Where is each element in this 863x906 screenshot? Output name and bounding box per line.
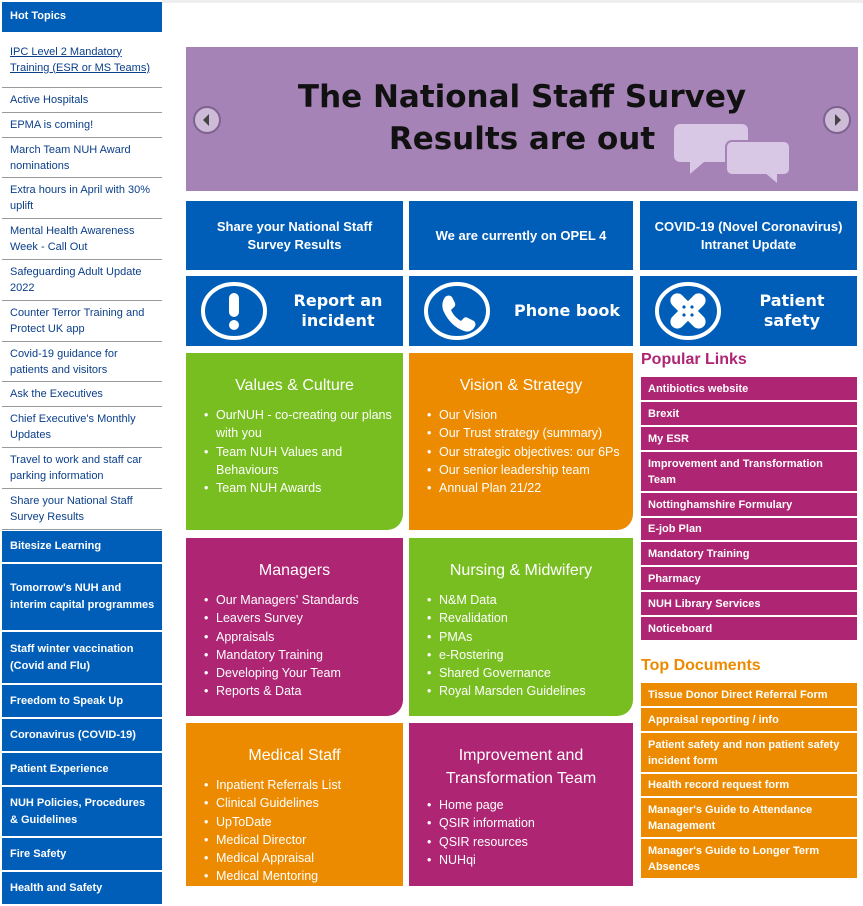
popular-link[interactable]: Pharmacy [641,567,857,592]
card-link[interactable]: • QSIR information [427,814,633,832]
card-link[interactable]: • Reports & Data [204,682,403,700]
card-link[interactable]: • Leavers Survey [204,609,403,627]
medical-staff-title[interactable]: Medical Staff [248,747,341,764]
card-link[interactable]: • UpToDate [204,813,403,831]
card-link[interactable]: • Clinical Guidelines [204,794,403,812]
card-link[interactable]: • Shared Governance [427,664,633,682]
sidebar-item-patient-experience[interactable]: Patient Experience [2,753,162,787]
popular-link[interactable]: NUH Library Services [641,592,857,617]
card-link[interactable]: • Our strategic objectives: our 6Ps [427,443,633,461]
hot-topic-link[interactable]: Travel to work and staff car parking information [2,448,162,489]
card-link[interactable]: • Medical Mentoring [204,867,403,885]
exclamation-icon [200,281,268,341]
nursing-midwifery-card [409,538,633,716]
card-link[interactable]: • Medical Appraisal [204,849,403,867]
report-incident-tile[interactable] [186,276,403,346]
patient-safety-label-line2: safety [763,311,821,330]
phone-icon [423,281,491,341]
sidebar-item-freedom-to-speak-up[interactable]: Freedom to Speak Up [2,685,162,719]
hot-topic-link[interactable]: Counter Terror Training and Protect UK app [2,301,162,342]
card-link[interactable]: • Our Trust strategy (summary) [427,424,633,442]
hot-topic-link[interactable]: March Team NUH Award nominations [2,138,162,178]
hot-topics-header: Hot Topics [2,2,162,32]
card-link[interactable]: • Mandatory Training [204,646,403,664]
managers-title[interactable]: Managers [258,562,331,579]
card-link[interactable]: • Revalidation [427,609,633,627]
report-incident-label-line2: incident [301,311,375,330]
patient-safety-label-line1: Patient [759,291,825,310]
sidebar-item-bitesize-learning[interactable]: Bitesize Learning [2,531,162,564]
card-link[interactable]: • PMAs [427,628,633,646]
managers-card [186,538,403,716]
card-link[interactable]: • Royal Marsden Guidelines [427,682,633,700]
chevron-right-icon[interactable] [823,106,851,134]
card-link[interactable]: • NUHqi [427,851,633,869]
improvement-transformation-title[interactable]: Improvement and Transformation Team [445,747,597,787]
phone-book-tile[interactable] [409,276,633,346]
document-link[interactable]: Appraisal reporting / info [641,708,857,733]
vision-strategy-card [409,353,633,530]
popular-link[interactable]: Improvement and Transformation Team [641,452,857,493]
sidebar-item-health-and-safety[interactable]: Health and Safety [2,872,162,906]
hot-topic-link[interactable]: Share your National Staff Survey Results [2,489,162,530]
hot-topic-link[interactable]: Ask the Executives [2,382,162,407]
covid-update-tile[interactable]: COVID-19 (Novel Coronavirus) Intranet Update [640,201,857,270]
bandage-icon [654,281,722,341]
speech-bubbles-icon [674,119,790,183]
hot-topic-link[interactable]: Safeguarding Adult Update 2022 [2,260,162,301]
hot-topic-link[interactable]: Chief Executive's Monthly Updates [2,407,162,448]
sidebar-item-fire-safety[interactable]: Fire Safety [2,838,162,872]
left-sidebar [0,0,162,894]
report-incident-label-line1: Report an [293,291,383,310]
popular-link[interactable]: Nottinghamshire Formulary [641,493,857,518]
chevron-left-icon[interactable] [193,106,221,134]
card-link[interactable]: • Team NUH Values and Behaviours [204,443,403,480]
card-link[interactable]: • Medical Director [204,831,403,849]
document-link[interactable]: Patient safety and non patient safety incident form [641,733,857,774]
banner-headline-line2: Results are out [388,121,656,157]
card-link[interactable]: • Our senior leadership team [427,461,633,479]
card-link[interactable]: • Appraisals [204,628,403,646]
card-link[interactable]: • Our Vision [427,406,633,424]
top-divider [162,0,863,3]
document-link[interactable]: Manager's Guide to Longer Term Absences [641,839,857,880]
vision-strategy-title[interactable]: Vision & Strategy [459,377,583,394]
hot-topic-link[interactable]: Covid-19 guidance for patients and visitors [2,342,162,382]
card-link[interactable]: • QSIR resources [427,833,633,851]
staff-survey-banner[interactable] [186,47,858,191]
hot-topic-link[interactable]: Mental Health Awareness Week - Call Out [2,219,162,260]
sidebar-item-tomorrows-nuh[interactable]: Tomorrow's NUH and interim capital programmes [2,564,162,632]
card-link[interactable]: • Home page [427,796,633,814]
card-link[interactable]: • Developing Your Team [204,664,403,682]
card-link[interactable]: • OurNUH - co-creating our plans with you [204,406,403,443]
sidebar-nav [2,531,162,906]
popular-links-heading: Popular Links [641,351,747,368]
card-link[interactable]: • Inpatient Referrals List [204,776,403,794]
popular-link[interactable]: E-job Plan [641,518,857,542]
phone-book-label: Phone book [514,301,620,320]
popular-link[interactable]: Mandatory Training [641,542,857,567]
share-survey-results-tile[interactable]: Share your National Staff Survey Results [186,201,403,270]
sidebar-item-staff-vaccination[interactable]: Staff winter vaccination (Covid and Flu) [2,632,162,685]
opel-status-tile[interactable]: We are currently on OPEL 4 [409,201,633,270]
popular-links-list [641,377,857,642]
hot-topic-link[interactable]: EPMA is coming! [2,113,162,138]
improvement-transformation-card [409,723,633,886]
card-link[interactable]: • Annual Plan 21/22 [427,479,633,497]
card-link[interactable]: • Our Managers' Standards [204,591,403,609]
sidebar-item-nuh-policies[interactable]: NUH Policies, Procedures & Guidelines [2,787,162,838]
document-link[interactable]: Tissue Donor Direct Referral Form [641,683,857,708]
hot-topic-link[interactable]: Extra hours in April with 30% uplift [2,178,162,219]
card-link[interactable]: • e-Rostering [427,646,633,664]
banner-headline-line1: The National Staff Survey [297,79,747,115]
top-documents-list [641,683,857,880]
hot-topic-link[interactable]: IPC Level 2 Mandatory Training (ESR or MS Teams) [2,32,162,88]
sidebar-item-coronavirus[interactable]: Coronavirus (COVID-19) [2,719,162,753]
top-documents-heading: Top Documents [641,657,761,674]
popular-link[interactable]: Noticeboard [641,617,857,642]
hot-topic-link[interactable]: Active Hospitals [2,88,162,113]
popular-link[interactable]: My ESR [641,427,857,452]
popular-link[interactable]: Antibiotics website [641,377,857,402]
nursing-midwifery-title[interactable]: Nursing & Midwifery [449,562,593,579]
document-link[interactable]: Health record request form [641,774,857,798]
document-link[interactable]: Manager's Guide to Attendance Management [641,798,857,839]
card-link[interactable]: • Team NUH Awards [204,479,403,497]
patient-safety-tile[interactable] [640,276,857,346]
values-culture-card [186,353,403,530]
popular-link[interactable]: Brexit [641,402,857,427]
values-culture-title[interactable]: Values & Culture [235,377,354,394]
hot-topics-list [2,32,162,530]
medical-staff-card [186,723,403,886]
card-link[interactable]: • N&M Data [427,591,633,609]
